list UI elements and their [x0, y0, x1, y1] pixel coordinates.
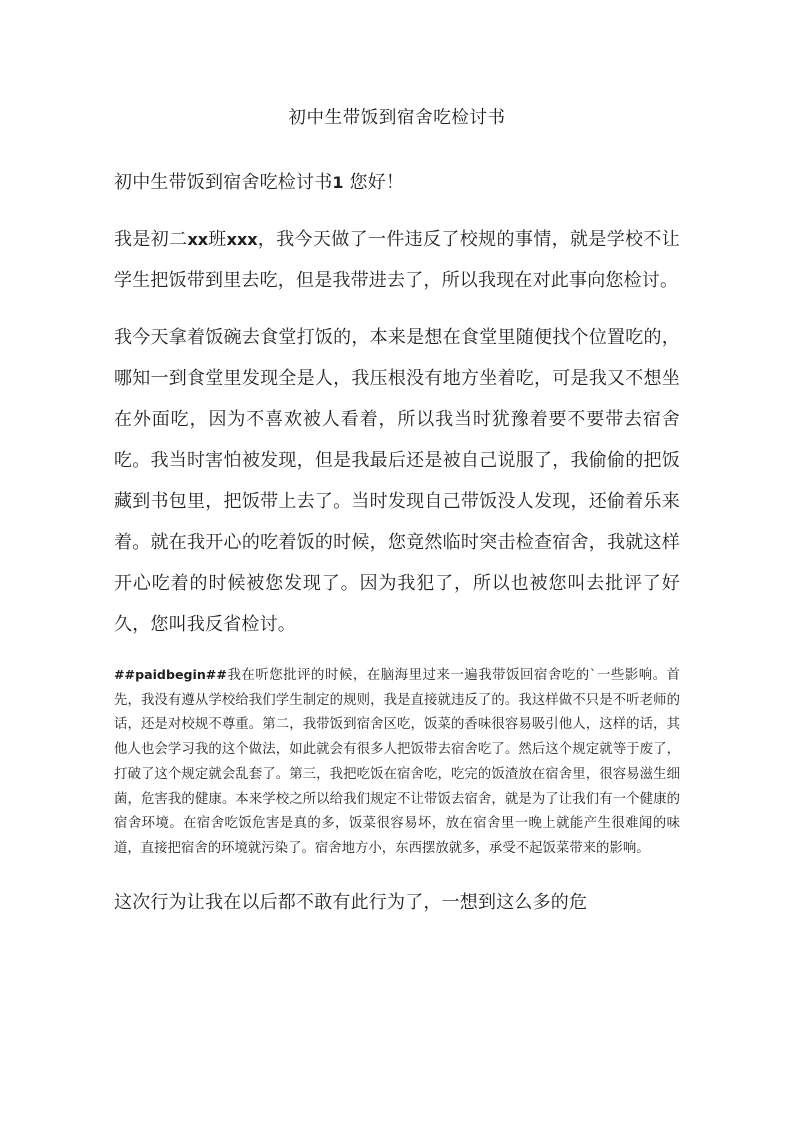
paragraph-1-class-placeholder: xx	[187, 230, 209, 249]
paragraph-3-text: 我在听您批评的时候，在脑海里过来一遍我带饭回宿舍吃的`一些影响。首先，我没有遵从学校给我们学生制定的规则，我是直接就违反了的。我这样做不只是不听老师的话，还是对校规不尊重。第二，我带饭到宿舍区吃，饭菜的香味很容易吸引他人，这样的话，其他人也会学习我的这个做法，如此就会有很多人把饭带去宿舍吃了。然后这个规定就等于废了，打破了这个规定就会乱套了。第三，我把吃饭在宿舍吃，吃完的饭渣放在宿舍里，很容易滋生细菌，危害我的健康。本来学校之所以给我们规定不让带饭去宿舍，就是为了让我们有一个健康的宿舍环境。在宿舍吃饭危害是真的多，饭菜很容易坏，放在宿舍里一晚上就能产生很难闻的味道，直接把宿舍的环境就污染了。宿舍地方小，东西摆放就多，承受不起饭菜带来的影响。	[114, 668, 680, 856]
paragraph-2: 我今天拿着饭碗去食堂打饭的，本来是想在食堂里随便找个位置吃的，哪知一到食堂里发现全是人，我压根没有地方坐着吃，可是我又不想坐在外面吃，因为不喜欢被人看着，所以我当时犹豫着要不要带去宿舍吃。我当时害怕被发现，但是我最后还是被自己说服了，我偷偷的把饭藏到书包里，把饭带上去了。当时发现自己带饭没人发现，还偷着乐来着。就在我开心的吃着饭的时候，您竟然临时突击检查宿舍，我就这样开心吃着的时候被您发现了。因为我犯了，所以也被您叫去批评了好久，您叫我反省检讨。	[114, 327, 680, 635]
paragraph-heading-line	[114, 162, 680, 203]
paragraph-4: 这次行为让我在以后都不敢有此行为了，一想到这么多的危	[114, 891, 588, 913]
paragraph-1	[114, 219, 680, 301]
heading-line-number: 1	[332, 173, 344, 192]
paid-begin-marker: ##paidbegin##	[114, 667, 227, 682]
paragraph-1-name-placeholder: xxx	[226, 230, 258, 249]
document-content	[114, 0, 680, 923]
page-title: 初中生带饭到宿舍吃检讨书	[288, 108, 506, 128]
paragraph-3-small	[114, 663, 680, 862]
heading-line-greeting: 您好！	[343, 172, 405, 193]
paragraph-1-segment-2: 班	[208, 229, 227, 250]
paragraph-1-segment-1: 我是初二	[114, 229, 188, 250]
heading-line-text: 初中生带饭到宿舍吃检讨书	[114, 172, 333, 193]
paragraph-1-segment-3: ，我今天做了一件违反了校规的事情，就是学校不让学生把饭带到里去吃，但是我带进去了，所以我现在对此事向您检讨。	[114, 229, 680, 291]
